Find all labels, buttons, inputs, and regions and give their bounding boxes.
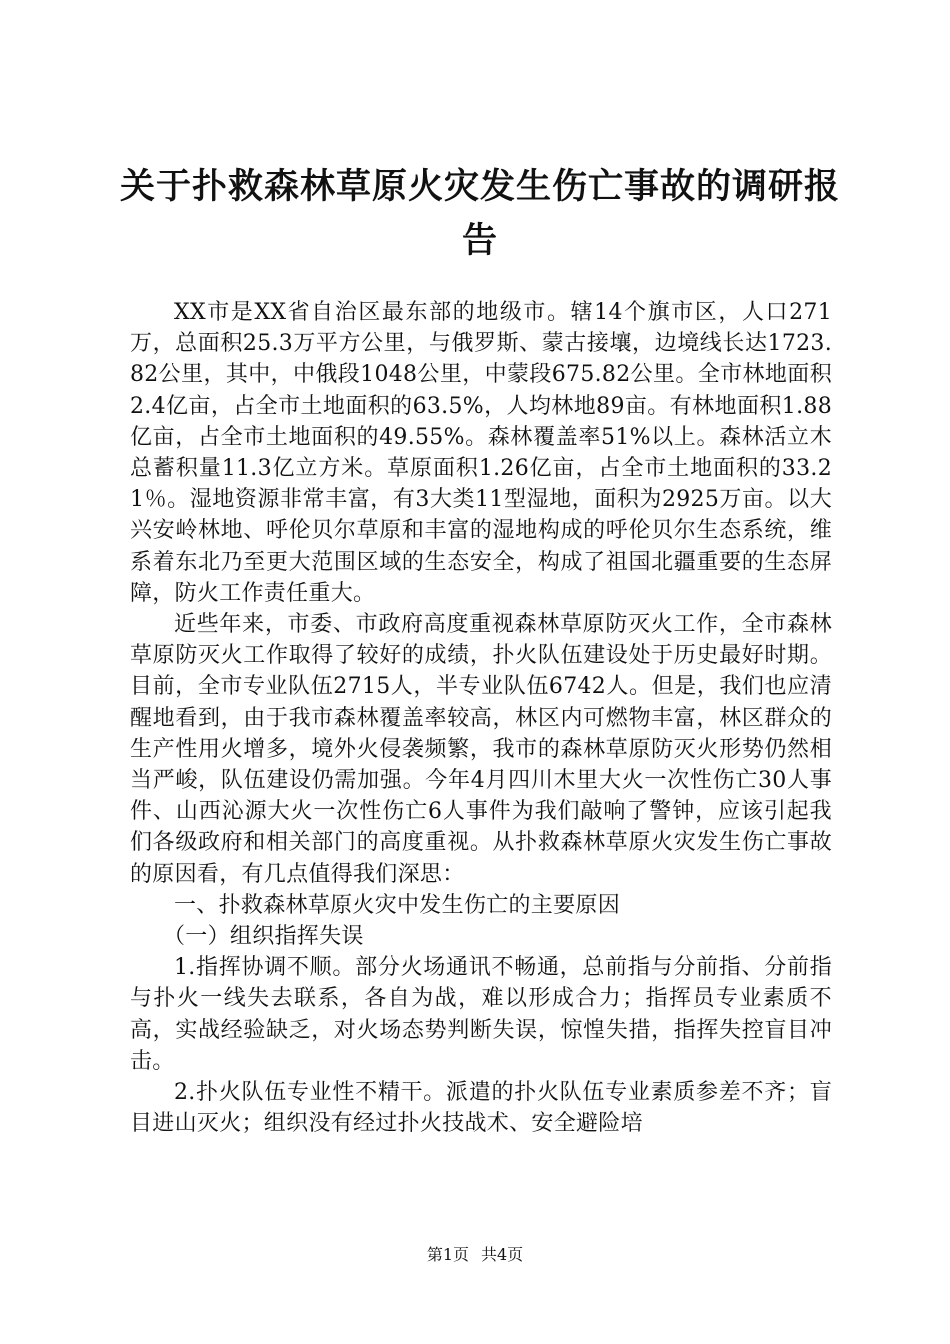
section-heading: 一、扑救森林草原火灾中发生伤亡的主要原因 xyxy=(174,892,621,918)
document-body xyxy=(130,297,832,1139)
paragraph-overview: XX市是XX省自治区最东部的地级市。辖14个旗市区，人口271万，总面积25.3万平方公里，与俄罗斯、蒙古接壤，边境线长达1723.82公里，其中，中俄段1048公里，中蒙段675.82公里。全市林地面积2.4亿亩，占全市土地面积的63.5%，人均林地89亩。有林地面积1.88亿亩，占全市土地面积的49.55%。森林覆盖率51%以上。森林活立木总蓄积量11.3亿立方米。草原面积1.26亿亩，占全市土地面积的33.21％。湿地资源非常丰富，有3大类11型湿地，面积为2925万亩。以大兴安岭林地、呼伦贝尔草原和丰富的湿地构成的呼伦贝尔生态系统，维系着东北乃至更大范围区域的生态安全，构成了祖国北疆重要的生态屏障，防火工作责任重大。 xyxy=(130,300,832,606)
paragraph-item-1: 1.指挥协调不顺。部分火场通讯不畅通，总前指与分前指、分前指与扑火一线失去联系，各自为战，难以形成合力；指挥员专业素质不高，实战经验缺乏，对火场态势判断失误，惊惶失措，指挥失控盲目冲击。 xyxy=(130,955,832,1074)
subsection-heading: （一）组织指挥失误 xyxy=(163,924,364,950)
page-total: 共4页 xyxy=(481,1245,524,1264)
document-title: 关于扑救森林草原火灾发生伤亡事故的调研报告 xyxy=(120,167,841,261)
paragraph-item-2: 2.扑火队伍专业性不精干。派遣的扑火队伍专业素质参差不齐；盲目进山灭火；组织没有经过扑火技战术、安全避险培 xyxy=(130,1080,832,1137)
page-number: 第1页 xyxy=(426,1245,469,1264)
paragraph-situation: 近些年来，市委、市政府高度重视森林草原防灭火工作，全市森林草原防灭火工作取得了较好的成绩，扑火队伍建设处于历史最好时期。目前，全市专业队伍2715人，半专业队伍6742人。但是，我们也应清醒地看到，由于我市森林覆盖率较高，林区内可燃物丰富，林区群众的生产性用火增多，境外火侵袭频繁，我市的森林草原防灭火形势仍然相当严峻，队伍建设仍需加强。今年4月四川木里大火一次性伤亡30人事件、山西沁源大火一次性伤亡6人事件为我们敲响了警钟，应该引起我们各级政府和相关部门的高度重视。从扑救森林草原火灾发生伤亡事故的原因看，有几点值得我们深思： xyxy=(130,612,832,887)
page-footer xyxy=(0,1245,950,1265)
